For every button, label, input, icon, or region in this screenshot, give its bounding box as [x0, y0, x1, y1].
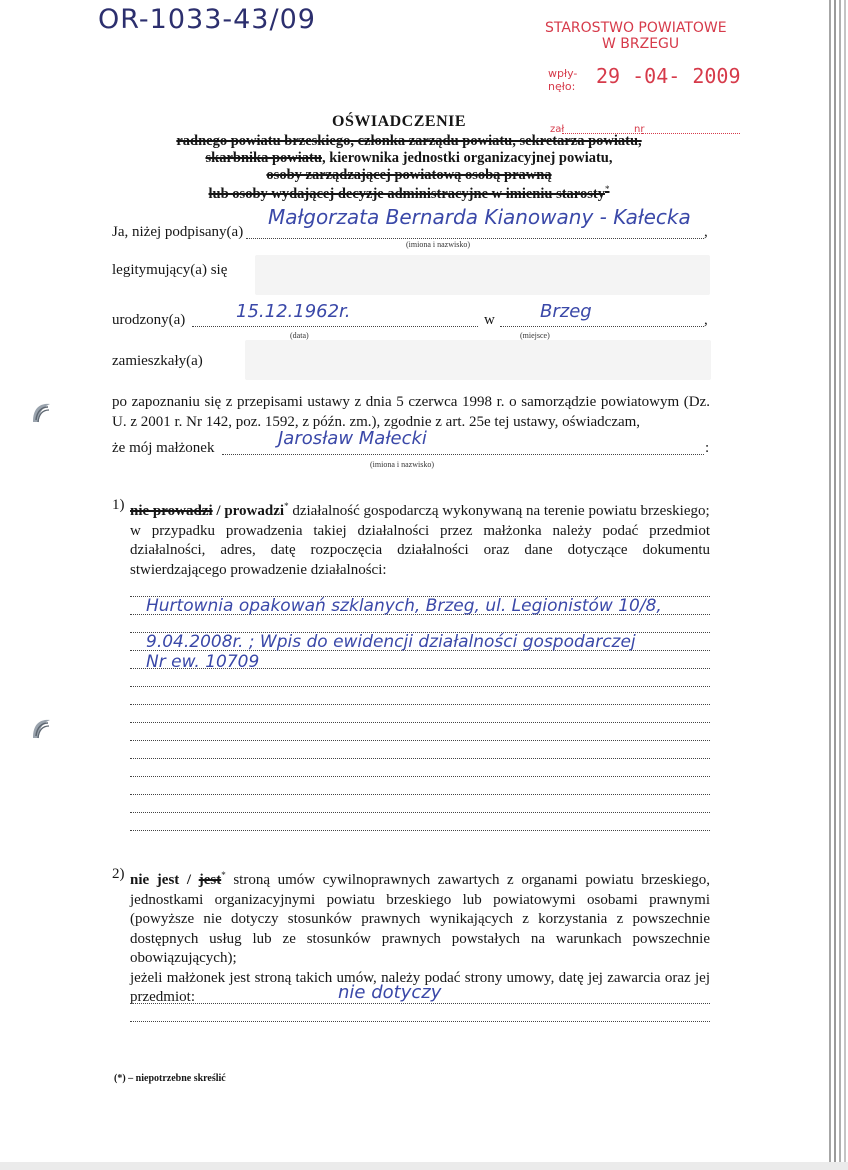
item-1-handwritten-line-3: Nr ew. 10709: [146, 652, 260, 672]
heading-struck-text: skarbnika powiatu: [205, 150, 322, 166]
spouse-label: że mój małżonek: [112, 440, 215, 456]
heading-line-4: lub osoby wydającej decyzje administracyjne w imieniu starosty*: [208, 184, 610, 202]
item-1-kept-option: prowadzi: [224, 503, 285, 519]
statute-paragraph: po zapoznaniu się z przepisami ustawy z dnia 5 czerwca 1998 r. o samorządzie powiatowym (Dz. U. z 2001 r. Nr 142, poz. 1592, z późn. zm.), zgodnie z art. 25e tej ustawy, oświadczam,: [112, 394, 710, 430]
answer-dotted-line: [130, 740, 710, 741]
binder-hole-icon: [30, 400, 52, 426]
item-2-handwritten: nie dotyczy: [338, 982, 442, 1003]
page-edge: [844, 0, 846, 1170]
comma: ,: [704, 312, 708, 328]
born-place-dotted-line: [500, 326, 704, 327]
stamp-office-line2: W BRZEGU: [602, 36, 680, 52]
answer-dotted-line: [130, 704, 710, 705]
born-date-dotted-line: [192, 326, 478, 327]
stamp-received-label: wpły- nęło:: [548, 67, 578, 93]
heading-line-2: skarbnika powiatu, kierownika jednostki organizacyjnej powiatu,: [205, 150, 613, 166]
item-1-handwritten-line-2: 9.04.2008r. ; Wpis do ewidencji działalności gospodarczej: [146, 632, 636, 652]
document-title: OŚWIADCZENIE: [332, 113, 467, 130]
item-1-number: 1): [112, 497, 125, 513]
name-dotted-line: [246, 238, 704, 239]
spouse-dotted-line: [222, 454, 704, 455]
born-place-caption: (miejsce): [520, 331, 550, 340]
born-label: urodzony(a): [112, 312, 186, 328]
name-label: Ja, niżej podpisany(a): [112, 224, 244, 240]
item-1-struck-option: nie prowadzi: [130, 503, 213, 519]
heading-line-1: radnego powiatu brzeskiego, członka zarządu powiatu, sekretarza powiatu,: [176, 133, 642, 149]
address-label: zamieszkały(a): [112, 353, 203, 369]
answer-dotted-line: [130, 722, 710, 723]
answer-dotted-line: [130, 830, 710, 831]
answer-dotted-line: [130, 794, 710, 795]
redacted-id-area: [255, 255, 710, 295]
colon: :: [705, 440, 710, 456]
born-date-caption: (data): [290, 331, 309, 340]
item-2-kept-option: nie jest: [130, 872, 180, 888]
answer-dotted-line: [130, 1021, 710, 1022]
comma: ,: [704, 224, 708, 240]
item-2-struck-option: jest: [198, 872, 222, 888]
stamp-nr-label: nr: [634, 124, 645, 135]
page-edge: [834, 0, 836, 1170]
born-place-handwritten: Brzeg: [540, 301, 592, 322]
born-date-handwritten: 15.12.1962r.: [236, 301, 351, 322]
stamp-received-date: 29 -04- 2009: [596, 64, 741, 88]
page-edge: [839, 0, 841, 1170]
in-label: w: [484, 312, 495, 328]
stamp-zal-label: zał: [550, 124, 565, 135]
binder-hole-icon: [30, 716, 52, 742]
item-2-text: nie jest / jest* stroną umów cywilnoprawnych zawartych z organami powiatu brzeskiego, jednostkami organizacyjnymi powiatu brzeskiego lub powiatowymi osobami prawnymi (powyższe nie dotyczy stosunków prawnych wynikających z korzystania z powszechnie dostępnych usług lub ze stosunków prawnych powstałych na warunkach powszechnie obowiązujących); jeżeli małżonek jest stroną takich umów, należy podać strony umowy, datę jej zawarcia oraz jej przedmiot:: [130, 870, 711, 1005]
item-1-text: nie prowadzi / prowadzi* działalność gospodarczą wykonywaną na terenie powiatu brzeskiego; w przypadku prowadzenia takiej działalności przez małżonka należy podać przedmiot działalności, adres, datę rozpoczęcia działalności oraz dane dotyczące dokumentu stwierdzającego prowadzenie działalności:: [130, 501, 710, 578]
answer-dotted-line: [130, 812, 710, 813]
case-number: OR-1033-43/09: [98, 4, 316, 35]
heading-line-3: osoby zarządzającej powiatową osobą prawną: [266, 167, 552, 183]
footnote: (*) – niepotrzebne skreślić: [114, 1073, 226, 1084]
answer-dotted-line: [130, 1003, 710, 1004]
answer-dotted-line: [130, 758, 710, 759]
page-edge: [829, 0, 831, 1170]
name-handwritten: Małgorzata Bernarda Kianowany - Kałecka: [268, 205, 691, 229]
spouse-handwritten: Jarosław Małecki: [278, 428, 427, 449]
footnote-mark: *: [604, 184, 610, 194]
id-label: legitymujący(a) się: [112, 262, 228, 278]
scan-shadow: [0, 1162, 848, 1170]
spouse-caption: (imiona i nazwisko): [370, 460, 434, 469]
answer-dotted-line: [130, 686, 710, 687]
redacted-address-area: [245, 340, 711, 380]
answer-dotted-line: [130, 776, 710, 777]
item-1-handwritten-line-1: Hurtownia opakowań szklanych, Brzeg, ul. Legionistów 10/8,: [146, 596, 662, 616]
name-caption: (imiona i nazwisko): [406, 240, 470, 249]
stamp-office-line1: STAROSTWO POWIATOWE: [545, 20, 727, 36]
item-2-number: 2): [112, 866, 125, 882]
